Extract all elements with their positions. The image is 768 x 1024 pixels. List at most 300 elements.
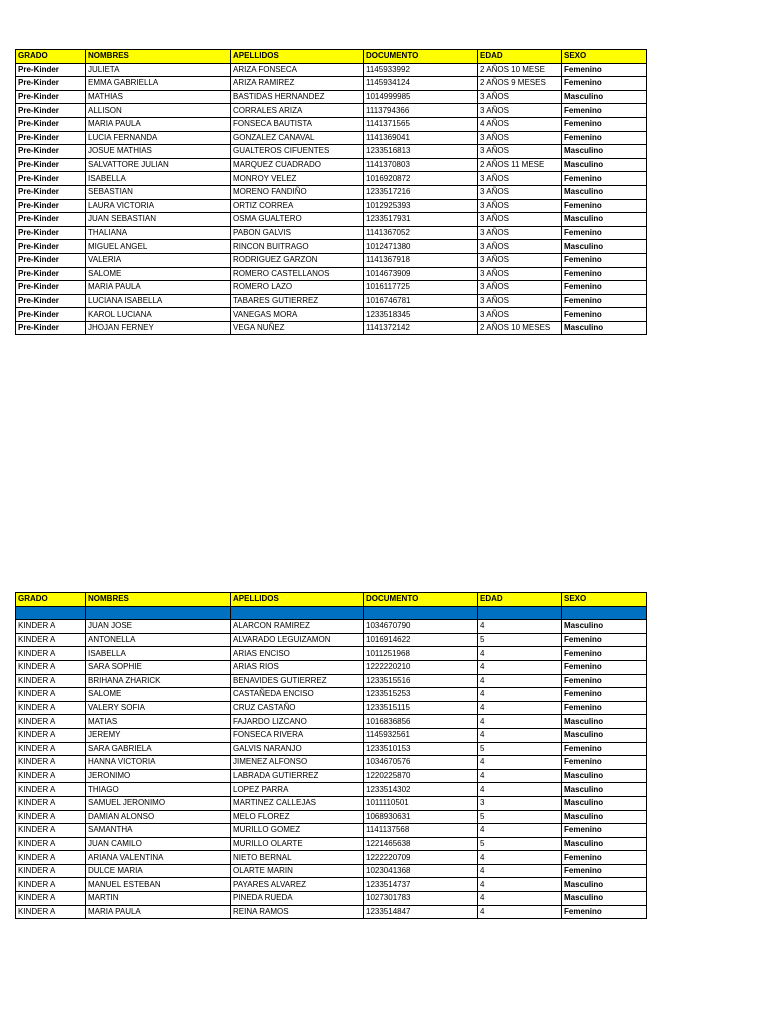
nombres-cell: MATHIAS: [86, 90, 231, 104]
sexo-cell: Femenino: [562, 104, 647, 118]
apellidos-cell: MELO FLOREZ: [231, 810, 364, 824]
header-grado: GRADO: [16, 593, 86, 607]
nombres-cell: LUCIANA ISABELLA: [86, 294, 231, 308]
apellidos-cell: LABRADA GUTIERREZ: [231, 769, 364, 783]
grado-cell: KINDER A: [16, 715, 86, 729]
apellidos-cell: MARTINEZ CALLEJAS: [231, 796, 364, 810]
edad-cell: 5: [478, 633, 562, 647]
apellidos-cell: ALVARADO LEGUIZAMON: [231, 633, 364, 647]
apellidos-cell: ARIZA RAMIREZ: [231, 77, 364, 91]
grado-cell: KINDER A: [16, 810, 86, 824]
grado-cell: KINDER A: [16, 756, 86, 770]
table-row: [16, 756, 647, 770]
header-nombres: NOMBRES: [86, 50, 231, 64]
table-row: [16, 294, 647, 308]
table-row: [16, 674, 647, 688]
nombres-cell: ARIANA VALENTINA: [86, 851, 231, 865]
documento-cell: 1233517216: [364, 185, 478, 199]
table-row: [16, 226, 647, 240]
grado-cell: Pre-Kinder: [16, 172, 86, 186]
apellidos-cell: FONSECA BAUTISTA: [231, 117, 364, 131]
apellidos-cell: ARIAS RIOS: [231, 660, 364, 674]
nombres-cell: LAURA VICTORIA: [86, 199, 231, 213]
nombres-cell: ISABELLA: [86, 647, 231, 661]
apellidos-cell: RODRIGUEZ GARZON: [231, 253, 364, 267]
nombres-cell: ANTONELLA: [86, 633, 231, 647]
edad-cell: 3 AÑOS: [478, 213, 562, 227]
sexo-cell: Femenino: [562, 131, 647, 145]
table-row: [16, 104, 647, 118]
header-sexo: SEXO: [562, 593, 647, 607]
apellidos-cell: ALARCON RAMIREZ: [231, 620, 364, 634]
grado-cell: KINDER A: [16, 796, 86, 810]
edad-cell: 4: [478, 864, 562, 878]
documento-cell: 1141369041: [364, 131, 478, 145]
sexo-cell: Femenino: [562, 281, 647, 295]
documento-cell: 1222220709: [364, 851, 478, 865]
nombres-cell: KAROL LUCIANA: [86, 308, 231, 322]
nombres-cell: LUCIA FERNANDA: [86, 131, 231, 145]
documento-cell: 1222220210: [364, 660, 478, 674]
documento-cell: 1113794366: [364, 104, 478, 118]
grado-cell: Pre-Kinder: [16, 63, 86, 77]
edad-cell: 3 AÑOS: [478, 253, 562, 267]
sexo-cell: Femenino: [562, 77, 647, 91]
documento-cell: 1016746781: [364, 294, 478, 308]
edad-cell: 4: [478, 715, 562, 729]
apellidos-cell: CRUZ CASTAÑO: [231, 701, 364, 715]
apellidos-cell: MARQUEZ CUADRADO: [231, 158, 364, 172]
nombres-cell: MARIA PAULA: [86, 905, 231, 919]
table-row: [16, 267, 647, 281]
grado-cell: KINDER A: [16, 837, 86, 851]
grado-cell: KINDER A: [16, 674, 86, 688]
sexo-cell: Masculino: [562, 158, 647, 172]
documento-cell: 1141367918: [364, 253, 478, 267]
table-row: [16, 688, 647, 702]
nombres-cell: JUAN SEBASTIAN: [86, 213, 231, 227]
documento-cell: 1023041368: [364, 864, 478, 878]
grado-cell: KINDER A: [16, 905, 86, 919]
sexo-cell: Masculino: [562, 783, 647, 797]
nombres-cell: JUAN JOSE: [86, 620, 231, 634]
nombres-cell: JUAN CAMILO: [86, 837, 231, 851]
blue-cell: [86, 606, 231, 620]
documento-cell: 1141371565: [364, 117, 478, 131]
nombres-cell: DAMIAN ALONSO: [86, 810, 231, 824]
grado-cell: KINDER A: [16, 633, 86, 647]
nombres-cell: DULCE MARIA: [86, 864, 231, 878]
nombres-cell: VALERIA: [86, 253, 231, 267]
table-row: [16, 633, 647, 647]
grado-cell: Pre-Kinder: [16, 308, 86, 322]
sexo-cell: Femenino: [562, 674, 647, 688]
grado-cell: KINDER A: [16, 688, 86, 702]
sexo-cell: Femenino: [562, 226, 647, 240]
nombres-cell: THIAGO: [86, 783, 231, 797]
edad-cell: 4: [478, 728, 562, 742]
apellidos-cell: VANEGAS MORA: [231, 308, 364, 322]
sexo-cell: Femenino: [562, 633, 647, 647]
grado-cell: KINDER A: [16, 742, 86, 756]
sexo-cell: Femenino: [562, 688, 647, 702]
table-row: [16, 783, 647, 797]
documento-cell: 1233514737: [364, 878, 478, 892]
apellidos-cell: VEGA NUÑEZ: [231, 321, 364, 335]
documento-cell: 1016914622: [364, 633, 478, 647]
apellidos-cell: ROMERO CASTELLANOS: [231, 267, 364, 281]
table-row: [16, 878, 647, 892]
header-grado: GRADO: [16, 50, 86, 64]
table-row: [16, 308, 647, 322]
documento-cell: 1233516813: [364, 145, 478, 159]
apellidos-cell: LOPEZ PARRA: [231, 783, 364, 797]
grado-cell: KINDER A: [16, 660, 86, 674]
sexo-cell: Femenino: [562, 117, 647, 131]
blue-band-row: [16, 606, 647, 620]
documento-cell: 1012925393: [364, 199, 478, 213]
grado-cell: KINDER A: [16, 783, 86, 797]
grado-cell: KINDER A: [16, 824, 86, 838]
grado-cell: KINDER A: [16, 701, 86, 715]
table-row: [16, 240, 647, 254]
edad-cell: 4: [478, 756, 562, 770]
table-row: [16, 810, 647, 824]
header-documento: DOCUMENTO: [364, 50, 478, 64]
edad-cell: 4 AÑOS: [478, 117, 562, 131]
apellidos-cell: GALVIS NARANJO: [231, 742, 364, 756]
grado-cell: Pre-Kinder: [16, 253, 86, 267]
sexo-cell: Femenino: [562, 701, 647, 715]
edad-cell: 3 AÑOS: [478, 308, 562, 322]
sexo-cell: Masculino: [562, 321, 647, 335]
nombres-cell: SALVATTORE JULIAN: [86, 158, 231, 172]
apellidos-cell: GONZALEZ CANAVAL: [231, 131, 364, 145]
grado-cell: KINDER A: [16, 728, 86, 742]
edad-cell: 3 AÑOS: [478, 185, 562, 199]
edad-cell: 4: [478, 674, 562, 688]
sexo-cell: Femenino: [562, 864, 647, 878]
documento-cell: 1233510153: [364, 742, 478, 756]
header-apellidos: APELLIDOS: [231, 50, 364, 64]
documento-cell: 1012471380: [364, 240, 478, 254]
table-row: [16, 90, 647, 104]
apellidos-cell: MORENO FANDIÑO: [231, 185, 364, 199]
documento-cell: 1068930631: [364, 810, 478, 824]
sexo-cell: Femenino: [562, 294, 647, 308]
header-nombres: NOMBRES: [86, 593, 231, 607]
grado-cell: Pre-Kinder: [16, 185, 86, 199]
edad-cell: 5: [478, 742, 562, 756]
blue-cell: [231, 606, 364, 620]
apellidos-cell: TABARES GUTIERREZ: [231, 294, 364, 308]
table-row: [16, 701, 647, 715]
grado-cell: Pre-Kinder: [16, 199, 86, 213]
sexo-cell: Femenino: [562, 253, 647, 267]
grado-cell: Pre-Kinder: [16, 90, 86, 104]
apellidos-cell: REINA RAMOS: [231, 905, 364, 919]
edad-cell: 3 AÑOS: [478, 267, 562, 281]
table-row: [16, 172, 647, 186]
table-row: [16, 77, 647, 91]
sexo-cell: Masculino: [562, 769, 647, 783]
table-row: [16, 199, 647, 213]
apellidos-cell: BASTIDAS HERNANDEZ: [231, 90, 364, 104]
table-row: [16, 145, 647, 159]
nombres-cell: SALOME: [86, 688, 231, 702]
apellidos-cell: CORRALES ARIZA: [231, 104, 364, 118]
sexo-cell: Masculino: [562, 620, 647, 634]
sexo-cell: Femenino: [562, 267, 647, 281]
documento-cell: 1034670790: [364, 620, 478, 634]
table-row: [16, 837, 647, 851]
grado-cell: Pre-Kinder: [16, 117, 86, 131]
documento-cell: 1027301783: [364, 892, 478, 906]
edad-cell: 3 AÑOS: [478, 240, 562, 254]
header-apellidos: APELLIDOS: [231, 593, 364, 607]
table-row: [16, 728, 647, 742]
nombres-cell: MIGUEL ANGEL: [86, 240, 231, 254]
sexo-cell: Femenino: [562, 63, 647, 77]
table-header-row: [16, 593, 647, 607]
edad-cell: 4: [478, 701, 562, 715]
apellidos-cell: ARIZA FONSECA: [231, 63, 364, 77]
apellidos-cell: FONSECA RIVERA: [231, 728, 364, 742]
apellidos-cell: MURILLO OLARTE: [231, 837, 364, 851]
grado-cell: Pre-Kinder: [16, 240, 86, 254]
table-row: [16, 647, 647, 661]
documento-cell: 1233515115: [364, 701, 478, 715]
grado-cell: KINDER A: [16, 647, 86, 661]
nombres-cell: MARIA PAULA: [86, 281, 231, 295]
nombres-cell: SARA SOPHIE: [86, 660, 231, 674]
blue-cell: [364, 606, 478, 620]
nombres-cell: JERONIMO: [86, 769, 231, 783]
nombres-cell: SEBASTIAN: [86, 185, 231, 199]
documento-cell: 1141367052: [364, 226, 478, 240]
grado-cell: Pre-Kinder: [16, 226, 86, 240]
edad-cell: 4: [478, 647, 562, 661]
documento-cell: 1233517931: [364, 213, 478, 227]
header-edad: EDAD: [478, 50, 562, 64]
edad-cell: 4: [478, 878, 562, 892]
grado-cell: KINDER A: [16, 878, 86, 892]
grado-cell: KINDER A: [16, 864, 86, 878]
grado-cell: Pre-Kinder: [16, 213, 86, 227]
table-row: [16, 660, 647, 674]
table-row: [16, 281, 647, 295]
table-row: [16, 892, 647, 906]
sexo-cell: Femenino: [562, 647, 647, 661]
documento-cell: 1233518345: [364, 308, 478, 322]
grado-cell: Pre-Kinder: [16, 104, 86, 118]
table-row: [16, 742, 647, 756]
grado-cell: KINDER A: [16, 892, 86, 906]
edad-cell: 4: [478, 851, 562, 865]
apellidos-cell: OLARTE MARIN: [231, 864, 364, 878]
nombres-cell: ISABELLA: [86, 172, 231, 186]
apellidos-cell: PINEDA RUEDA: [231, 892, 364, 906]
nombres-cell: MANUEL ESTEBAN: [86, 878, 231, 892]
sexo-cell: Masculino: [562, 185, 647, 199]
table-row: [16, 253, 647, 267]
grado-cell: KINDER A: [16, 769, 86, 783]
grado-cell: Pre-Kinder: [16, 321, 86, 335]
edad-cell: 4: [478, 892, 562, 906]
prekinder-table: [15, 49, 647, 335]
table-row: [16, 213, 647, 227]
nombres-cell: MARIA PAULA: [86, 117, 231, 131]
sexo-cell: Femenino: [562, 308, 647, 322]
documento-cell: 1016920872: [364, 172, 478, 186]
documento-cell: 1016117725: [364, 281, 478, 295]
apellidos-cell: ORTIZ CORREA: [231, 199, 364, 213]
documento-cell: 1011251968: [364, 647, 478, 661]
apellidos-cell: PABON GALVIS: [231, 226, 364, 240]
edad-cell: 3 AÑOS: [478, 104, 562, 118]
edad-cell: 4: [478, 769, 562, 783]
edad-cell: 5: [478, 810, 562, 824]
apellidos-cell: RINCON BUITRAGO: [231, 240, 364, 254]
apellidos-cell: MURILLO GOMEZ: [231, 824, 364, 838]
grado-cell: Pre-Kinder: [16, 145, 86, 159]
documento-cell: 1014673909: [364, 267, 478, 281]
sexo-cell: Femenino: [562, 756, 647, 770]
table-row: [16, 620, 647, 634]
edad-cell: 2 AÑOS 11 MESE: [478, 158, 562, 172]
header-documento: DOCUMENTO: [364, 593, 478, 607]
sexo-cell: Femenino: [562, 199, 647, 213]
edad-cell: 2 AÑOS 10 MESES: [478, 321, 562, 335]
sexo-cell: Masculino: [562, 878, 647, 892]
apellidos-cell: ROMERO LAZO: [231, 281, 364, 295]
table-row: [16, 851, 647, 865]
kinder-a-table: [15, 592, 647, 919]
edad-cell: 3 AÑOS: [478, 226, 562, 240]
documento-cell: 1141137568: [364, 824, 478, 838]
documento-cell: 1141370803: [364, 158, 478, 172]
header-sexo: SEXO: [562, 50, 647, 64]
blue-cell: [16, 606, 86, 620]
edad-cell: 4: [478, 824, 562, 838]
sexo-cell: Masculino: [562, 90, 647, 104]
nombres-cell: MATIAS: [86, 715, 231, 729]
apellidos-cell: CASTAÑEDA ENCISO: [231, 688, 364, 702]
documento-cell: 1220225870: [364, 769, 478, 783]
header-edad: EDAD: [478, 593, 562, 607]
documento-cell: 1233515516: [364, 674, 478, 688]
sexo-cell: Femenino: [562, 851, 647, 865]
nombres-cell: JULIETA: [86, 63, 231, 77]
nombres-cell: VALERY SOFIA: [86, 701, 231, 715]
edad-cell: 3: [478, 796, 562, 810]
table-row: [16, 321, 647, 335]
documento-cell: 1233514302: [364, 783, 478, 797]
nombres-cell: SARA GABRIELA: [86, 742, 231, 756]
sexo-cell: Femenino: [562, 660, 647, 674]
apellidos-cell: GUALTEROS CIFUENTES: [231, 145, 364, 159]
sexo-cell: Femenino: [562, 172, 647, 186]
edad-cell: 2 AÑOS 10 MESE: [478, 63, 562, 77]
table-row: [16, 185, 647, 199]
documento-cell: 1145933992: [364, 63, 478, 77]
edad-cell: 4: [478, 905, 562, 919]
sexo-cell: Masculino: [562, 810, 647, 824]
sexo-cell: Masculino: [562, 145, 647, 159]
table-row: [16, 131, 647, 145]
table-header-row: [16, 50, 647, 64]
nombres-cell: THALIANA: [86, 226, 231, 240]
nombres-cell: ALLISON: [86, 104, 231, 118]
sexo-cell: Masculino: [562, 796, 647, 810]
table-row: [16, 824, 647, 838]
edad-cell: 5: [478, 837, 562, 851]
apellidos-cell: ARIAS ENCISO: [231, 647, 364, 661]
edad-cell: 4: [478, 783, 562, 797]
documento-cell: 1233515253: [364, 688, 478, 702]
table-row: [16, 117, 647, 131]
edad-cell: 3 AÑOS: [478, 131, 562, 145]
table-row: [16, 158, 647, 172]
apellidos-cell: NIETO BERNAL: [231, 851, 364, 865]
edad-cell: 3 AÑOS: [478, 145, 562, 159]
grado-cell: KINDER A: [16, 620, 86, 634]
table-row: [16, 864, 647, 878]
nombres-cell: SALOME: [86, 267, 231, 281]
documento-cell: 1034670576: [364, 756, 478, 770]
nombres-cell: MARTIN: [86, 892, 231, 906]
grado-cell: Pre-Kinder: [16, 131, 86, 145]
edad-cell: 3 AÑOS: [478, 172, 562, 186]
nombres-cell: JEREMY: [86, 728, 231, 742]
grado-cell: KINDER A: [16, 851, 86, 865]
documento-cell: 1141372142: [364, 321, 478, 335]
apellidos-cell: OSMA GUALTERO: [231, 213, 364, 227]
nombres-cell: SAMANTHA: [86, 824, 231, 838]
apellidos-cell: FAJARDO LIZCANO: [231, 715, 364, 729]
apellidos-cell: PAYARES ALVAREZ: [231, 878, 364, 892]
documento-cell: 1011110501: [364, 796, 478, 810]
table-row: [16, 63, 647, 77]
sexo-cell: Femenino: [562, 905, 647, 919]
apellidos-cell: MONROY VELEZ: [231, 172, 364, 186]
edad-cell: 3 AÑOS: [478, 90, 562, 104]
documento-cell: 1145934124: [364, 77, 478, 91]
blue-cell: [478, 606, 562, 620]
apellidos-cell: JIMENEZ ALFONSO: [231, 756, 364, 770]
table-row: [16, 796, 647, 810]
nombres-cell: JOSUE MATHIAS: [86, 145, 231, 159]
sexo-cell: Masculino: [562, 240, 647, 254]
table-row: [16, 769, 647, 783]
apellidos-cell: BENAVIDES GUTIERREZ: [231, 674, 364, 688]
grado-cell: Pre-Kinder: [16, 281, 86, 295]
documento-cell: 1014999985: [364, 90, 478, 104]
sexo-cell: Masculino: [562, 715, 647, 729]
edad-cell: 3 AÑOS: [478, 281, 562, 295]
sexo-cell: Masculino: [562, 837, 647, 851]
sexo-cell: Masculino: [562, 728, 647, 742]
sexo-cell: Femenino: [562, 824, 647, 838]
nombres-cell: JHOJAN FERNEY: [86, 321, 231, 335]
nombres-cell: SAMUEL JERONIMO: [86, 796, 231, 810]
table-row: [16, 905, 647, 919]
sexo-cell: Masculino: [562, 213, 647, 227]
sexo-cell: Masculino: [562, 892, 647, 906]
nombres-cell: BRIHANA ZHARICK: [86, 674, 231, 688]
edad-cell: 4: [478, 688, 562, 702]
edad-cell: 4: [478, 660, 562, 674]
